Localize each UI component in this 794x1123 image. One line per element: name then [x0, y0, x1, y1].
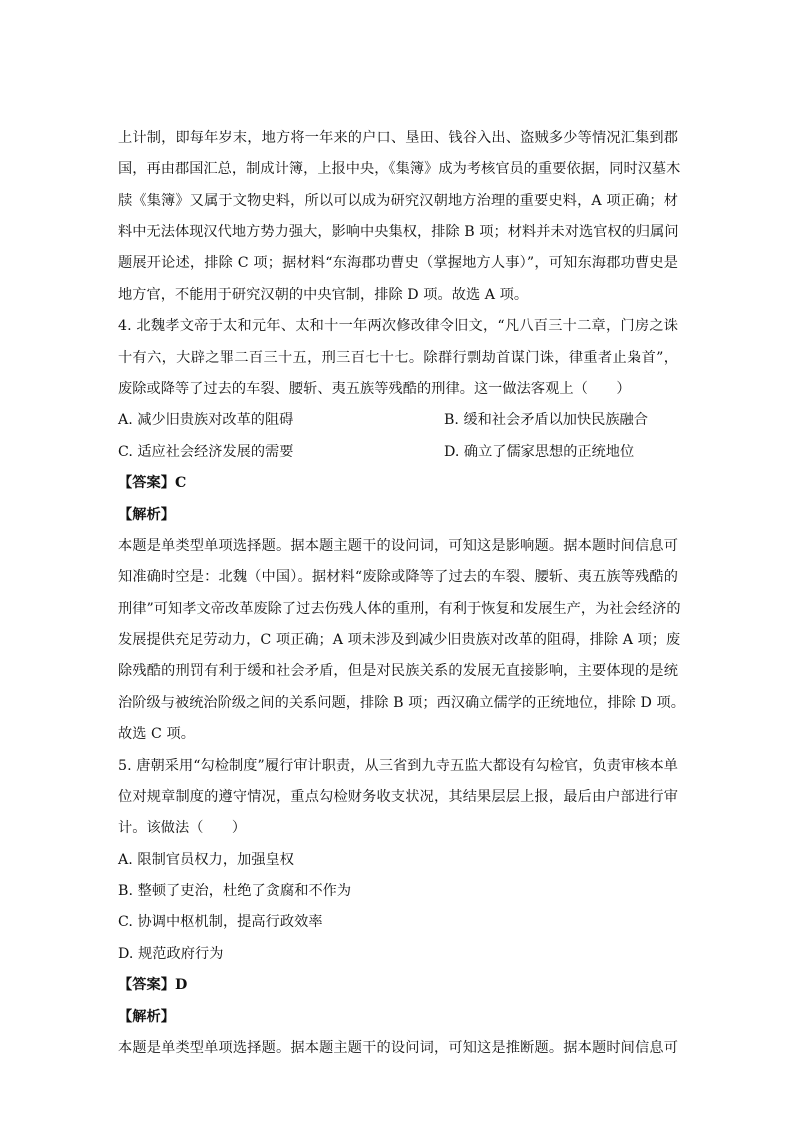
question-5-stem: 计。该做法（ ） — [118, 820, 247, 836]
question-4-stem: 废除或降等了过去的车裂、腰斩、夷五族等残酷的刑律。这一做法客观上（ ） — [118, 381, 631, 397]
question-4-stem: 4. 北魏孝文帝于太和元年、太和十一年两次修改律令旧文，“凡八百三十二章，门房之诛 — [118, 318, 678, 334]
question-4-analysis: 发展提供充足劳动力，C 项正确；A 项未涉及到减少旧贵族对改革的阻碍，排除 A 项；废 — [118, 632, 681, 648]
question-4-stem: 十有六，大辟之罪二百三十五，刑三百七十七。除群行剽劫首谋门诛，律重者止枭首”， — [118, 350, 678, 366]
question-5-option-d: D. 规范政府行为 — [118, 946, 224, 962]
text-line: 上计制，即每年岁末，地方将一年来的户口、垦田、钱谷入出、盗贼多少等情况汇集到郡 — [118, 130, 678, 146]
question-4-answer: 【答案】C — [118, 475, 187, 491]
question-5-analysis-label: 【解析】 — [118, 1009, 175, 1025]
question-4-analysis: 刑律”可知孝文帝改革废除了过去伤残人体的重刑，有利于恢复和发展生产，为社会经济的 — [118, 601, 681, 617]
question-5-option-b: B. 整顿了吏治，杜绝了贪腐和不作为 — [118, 883, 352, 899]
question-5-option-a: A. 限制官员权力，加强皇权 — [118, 852, 295, 868]
text-line: 牍《集簿》又属于文物史料，所以可以成为研究汉朝地方治理的重要史料，A 项正确；材 — [118, 193, 678, 209]
question-4-option-c: C. 适应社会经济发展的需要 — [118, 444, 294, 460]
question-4-analysis: 知准确时空是：北魏（中国）。据材料“废除或降等了过去的车裂、腰斩、夷五族等残酷的 — [118, 569, 678, 585]
question-4-option-a: A. 减少旧贵族对改革的阻碍 — [118, 412, 294, 428]
question-4-analysis-label: 【解析】 — [118, 507, 175, 523]
question-5-stem: 5. 唐朝采用“勾检制度”履行审计职责，从三省到九寺五监大都设有勾检官，负责审核本单 — [118, 758, 678, 774]
question-5-analysis: 本题是单类型单项选择题。据本题主题干的设问词，可知这是推断题。据本题时间信息可 — [118, 1040, 678, 1056]
question-5-answer: 【答案】D — [118, 977, 188, 993]
text-line: 国，再由郡国汇总，制成计簿，上报中央，《集簿》成为考核官员的重要依据，同时汉墓木 — [118, 161, 681, 177]
question-4-option-d: D. 确立了儒家思想的正统地位 — [444, 444, 635, 460]
text-line: 料中无法体现汉代地方势力强大，影响中央集权，排除 B 项；材料并未对选官权的归属问 — [118, 224, 679, 240]
question-4-option-b: B. 缓和社会矛盾以加快民族融合 — [444, 412, 648, 428]
question-4-analysis: 故选 C 项。 — [118, 726, 195, 742]
question-4-analysis: 本题是单类型单项选择题。据本题主题干的设问词，可知这是影响题。据本题时间信息可 — [118, 538, 678, 554]
question-5-option-c: C. 协调中枢机制，提高行政效率 — [118, 914, 323, 930]
question-5-stem: 位对规章制度的遵守情况，重点勾检财务收支状况，其结果层层上报，最后由户部进行审 — [118, 789, 678, 805]
question-4-analysis: 治阶级与被统治阶级之间的关系问题，排除 B 项；西汉确立儒学的正统地位，排除 D 项。 — [118, 695, 685, 711]
question-4-analysis: 除残酷的刑罚有利于缓和社会矛盾，但是对民族关系的发展无直接影响，主要体现的是统 — [118, 663, 678, 679]
text-line: 地方官，不能用于研究汉朝的中央官制，排除 D 项。故选 A 项。 — [118, 287, 529, 303]
text-line: 题展开论述，排除 C 项；据材料“东海郡功曹史（掌握地方人事）”，可知东海郡功曹史是 — [118, 255, 678, 271]
